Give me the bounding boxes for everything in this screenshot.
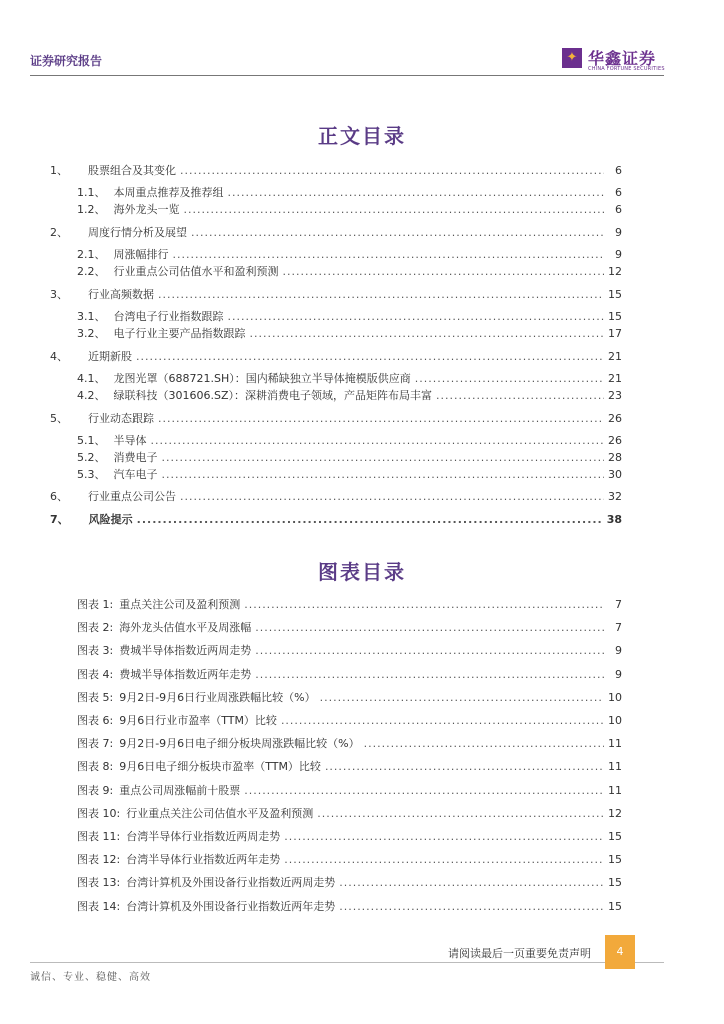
toc-dot-leader — [228, 310, 605, 323]
toc-dot-leader — [162, 468, 605, 481]
figure-dot-leader — [281, 714, 604, 727]
figure-entry-title: 重点关注公司及盈利预测 — [119, 598, 241, 611]
figure-entry-label: 图表 6: — [77, 714, 114, 727]
figure-entry[interactable] — [77, 898, 622, 914]
toc-entry-number: 1.1、 — [77, 186, 106, 199]
toc-entry-number: 3.1、 — [77, 310, 106, 323]
toc-entry[interactable] — [50, 511, 622, 527]
figure-entry-label: 图表 8: — [77, 760, 114, 774]
figure-entry[interactable] — [77, 805, 622, 821]
figure-entry-page: 15 — [608, 853, 622, 867]
toc-entry[interactable] — [77, 466, 622, 482]
toc-entry[interactable] — [77, 308, 622, 324]
figure-dot-leader — [325, 760, 604, 773]
figure-dot-leader — [255, 668, 604, 681]
figure-entry-page: 10 — [608, 690, 622, 704]
figure-entry[interactable] — [77, 689, 622, 705]
figure-dot-leader — [339, 900, 604, 913]
toc-dot-leader — [173, 248, 605, 261]
toc-entry[interactable] — [77, 432, 622, 448]
toc-entry-page: 23 — [608, 389, 622, 402]
toc-entry-title: 电子行业主要产品指数跟踪 — [113, 327, 246, 340]
toc-entry-title: 近期新股 — [88, 350, 132, 363]
toc-entry-title: 消费电子 — [113, 451, 158, 464]
toc-entry-number: 2.2、 — [77, 265, 106, 278]
toc-entry[interactable] — [50, 162, 622, 178]
toc-entry-title: 绿联科技（301606.SZ）：深耕消费电子领域，产品矩阵布局丰富 — [113, 389, 433, 402]
company-motto: 诚信、专业、稳健、高效 — [30, 972, 151, 983]
figure-entry-title: 台湾计算机及外围设备行业指数近两年走势 — [126, 899, 336, 913]
figure-entry-title: 9月6日行业市盈率（TTM）比较 — [119, 714, 277, 727]
toc-entry-page: 15 — [608, 310, 622, 323]
toc-entry-page: 15 — [608, 288, 622, 301]
figure-entry-label: 图表 3: — [77, 644, 114, 658]
toc-entry-number: 7、 — [50, 513, 69, 526]
figure-entry[interactable] — [77, 619, 622, 635]
figure-entry[interactable] — [77, 851, 622, 867]
logo-chinese-name: 华鑫证券 — [588, 49, 657, 68]
figure-dot-leader — [255, 621, 604, 634]
toc-entry[interactable] — [77, 449, 622, 465]
toc-entry-number: 3、 — [50, 288, 68, 301]
toc-entry-number: 1.2、 — [77, 203, 106, 216]
page-number-badge: 4 — [605, 935, 635, 969]
toc-dot-leader — [250, 327, 605, 340]
toc-title: 正文目录 — [318, 124, 406, 148]
figure-entry-page: 12 — [608, 806, 622, 820]
logo-mark-icon: ✦ — [562, 48, 582, 68]
figure-entry-label: 图表 10: — [77, 806, 121, 820]
toc-dot-leader — [228, 186, 605, 199]
figure-entry[interactable] — [77, 874, 622, 890]
figure-entry-title: 9月6日电子细分板块市盈率（TTM）比较 — [119, 760, 321, 774]
figure-dot-leader — [284, 830, 604, 843]
figure-entry-page: 15 — [608, 830, 622, 843]
figure-entry[interactable] — [77, 712, 622, 728]
figure-entry-label: 图表 11: — [77, 830, 121, 843]
toc-entry-page: 30 — [608, 468, 622, 481]
figure-entry-page: 15 — [608, 899, 622, 913]
toc-entry[interactable] — [50, 224, 622, 240]
figure-entry-title: 台湾计算机及外围设备行业指数近两周走势 — [126, 876, 336, 890]
toc-entry-number: 5.3、 — [77, 468, 106, 481]
logo-english-name: CHINA FORTUNE SECURITIES — [588, 66, 665, 72]
toc-entry-number: 3.2、 — [77, 327, 106, 340]
toc-entry-page: 38 — [606, 513, 622, 526]
figure-dot-leader — [255, 644, 604, 657]
toc-entry-page: 26 — [608, 412, 622, 425]
toc-entry-number: 5.1、 — [77, 434, 106, 447]
toc-entry-title: 行业动态跟踪 — [88, 412, 154, 425]
toc-entry-title: 本周重点推荐及推荐组 — [113, 186, 224, 199]
toc-entry-page: 28 — [608, 451, 622, 464]
toc-entry-page: 32 — [608, 490, 622, 503]
toc-entry-number: 1、 — [50, 164, 68, 177]
figure-entry-page: 11 — [608, 760, 622, 774]
figure-entry[interactable] — [77, 782, 622, 798]
figure-dot-leader — [244, 598, 604, 611]
toc-entry-number: 2、 — [50, 226, 68, 239]
figure-dot-leader — [284, 853, 604, 866]
toc-entry-number: 5.2、 — [77, 451, 106, 464]
toc-dot-leader — [158, 412, 604, 425]
toc-entry[interactable] — [77, 201, 622, 217]
figure-entry-title: 重点公司周涨幅前十股票 — [119, 783, 241, 797]
toc-dot-leader — [162, 451, 605, 464]
figure-dot-leader — [339, 876, 604, 889]
toc-entry[interactable] — [77, 387, 622, 403]
figure-entry-label: 图表 9: — [77, 783, 114, 797]
toc-entry[interactable] — [50, 348, 622, 364]
toc-entry-number: 5、 — [50, 412, 68, 425]
figure-entry-page: 9 — [615, 644, 622, 658]
figure-entry[interactable] — [77, 758, 622, 774]
figure-dot-leader — [317, 807, 604, 820]
toc-entry[interactable] — [77, 184, 622, 200]
figure-dot-leader — [364, 737, 604, 750]
figure-entry-label: 图表 1: — [77, 598, 114, 611]
figure-dot-leader — [244, 784, 604, 797]
toc-entry-page: 17 — [608, 327, 622, 340]
toc-entry-number: 6、 — [50, 490, 68, 503]
page-header — [0, 0, 724, 76]
toc-dot-leader — [436, 389, 604, 402]
toc-entry-page: 21 — [608, 350, 622, 363]
figure-entry-title: 台湾半导体行业指数近两年走势 — [126, 853, 281, 867]
toc-entry-title: 台湾电子行业指数跟踪 — [113, 310, 224, 323]
toc-entry-page: 6 — [615, 164, 622, 177]
figure-entry-title: 费城半导体指数近两年走势 — [119, 667, 252, 681]
toc-entry-title: 行业高频数据 — [88, 288, 154, 301]
figure-entry-page: 15 — [608, 876, 622, 890]
toc-entry-title: 行业重点公司估值水平和盈利预测 — [113, 265, 279, 278]
toc-entry-title: 股票组合及其变化 — [88, 164, 176, 177]
figure-entry[interactable] — [77, 642, 622, 658]
figure-entry-page: 10 — [608, 714, 622, 727]
toc-entry-title: 龙图光罩（688721.SH）：国内稀缺独立半导体掩模版供应商 — [113, 372, 411, 385]
toc-entry-page: 6 — [615, 203, 622, 216]
figure-entry-title: 9月2日-9月6日电子细分板块周涨跌幅比较（%） — [119, 737, 360, 751]
toc-entry-number: 2.1、 — [77, 248, 106, 261]
toc-entry-number: 4.1、 — [77, 372, 106, 385]
figure-entry-page: 11 — [608, 783, 622, 797]
header-divider — [30, 75, 664, 76]
toc-dot-leader — [151, 434, 605, 447]
toc-entry[interactable] — [77, 325, 622, 341]
figure-entry-title: 行业重点关注公司估值水平及盈利预测 — [126, 806, 314, 820]
toc-dot-leader — [283, 265, 605, 278]
figure-entry-title: 9月2日-9月6日行业周涨跌幅比较（%） — [119, 690, 316, 704]
figures-title: 图表目录 — [318, 560, 406, 584]
disclaimer-link[interactable]: 请阅读最后一页重要免责声明 — [448, 947, 591, 960]
toc-dot-leader — [180, 164, 604, 177]
toc-entry-page: 21 — [608, 372, 622, 385]
toc-entry[interactable] — [50, 410, 622, 426]
toc-entry-title: 海外龙头一览 — [113, 203, 180, 216]
figure-entry[interactable] — [77, 596, 622, 612]
figure-dot-leader — [320, 691, 604, 704]
toc-entry[interactable] — [77, 246, 622, 262]
toc-entry-number: 4.2、 — [77, 389, 106, 402]
company-logo — [562, 46, 682, 72]
toc-entry[interactable] — [50, 488, 622, 504]
toc-entry-title: 风险提示 — [88, 513, 133, 526]
toc-entry-page: 26 — [608, 434, 622, 447]
figure-entry-label: 图表 5: — [77, 690, 114, 704]
toc-entry-title: 半导体 — [113, 434, 147, 447]
toc-entry[interactable] — [77, 370, 622, 386]
toc-entry-title: 周度行情分析及展望 — [88, 226, 187, 239]
toc-entry-page: 12 — [608, 265, 622, 278]
figure-entry-label: 图表 12: — [77, 853, 121, 867]
toc-dot-leader — [136, 350, 604, 363]
figure-entry-label: 图表 7: — [77, 737, 114, 751]
figure-entry-page: 9 — [615, 667, 622, 681]
figure-entry[interactable] — [77, 828, 622, 844]
toc-entry-page: 9 — [615, 248, 622, 261]
toc-dot-leader — [158, 288, 604, 301]
figure-entry[interactable] — [77, 666, 622, 682]
figure-entry-page: 11 — [608, 737, 622, 751]
figure-entry-label: 图表 2: — [77, 621, 114, 635]
figure-entry-label: 图表 4: — [77, 667, 114, 681]
toc-dot-leader — [180, 490, 604, 503]
toc-entry-title: 行业重点公司公告 — [88, 490, 176, 503]
figure-entry-title: 台湾半导体行业指数近两周走势 — [126, 830, 281, 843]
figure-entry-label: 图表 14: — [77, 899, 121, 913]
toc-entry-title: 汽车电子 — [113, 468, 158, 481]
figure-entry-page: 7 — [615, 621, 622, 635]
toc-dot-leader — [184, 203, 605, 216]
toc-entry[interactable] — [77, 263, 622, 279]
toc-entry-page: 9 — [615, 226, 622, 239]
toc-dot-leader — [191, 226, 604, 239]
figure-entry-page: 7 — [615, 598, 622, 611]
figure-entry[interactable] — [77, 735, 622, 751]
toc-dot-leader — [415, 372, 604, 385]
figure-entry-title: 海外龙头估值水平及周涨幅 — [119, 621, 252, 635]
toc-dot-leader — [137, 513, 603, 526]
toc-entry[interactable] — [50, 286, 622, 302]
report-type-label: 证券研究报告 — [30, 54, 103, 68]
toc-entry-number: 4、 — [50, 350, 68, 363]
figure-entry-title: 费城半导体指数近两周走势 — [119, 644, 252, 658]
toc-entry-page: 6 — [615, 186, 622, 199]
toc-entry-title: 周涨幅排行 — [113, 248, 169, 261]
figure-entry-label: 图表 13: — [77, 876, 121, 890]
